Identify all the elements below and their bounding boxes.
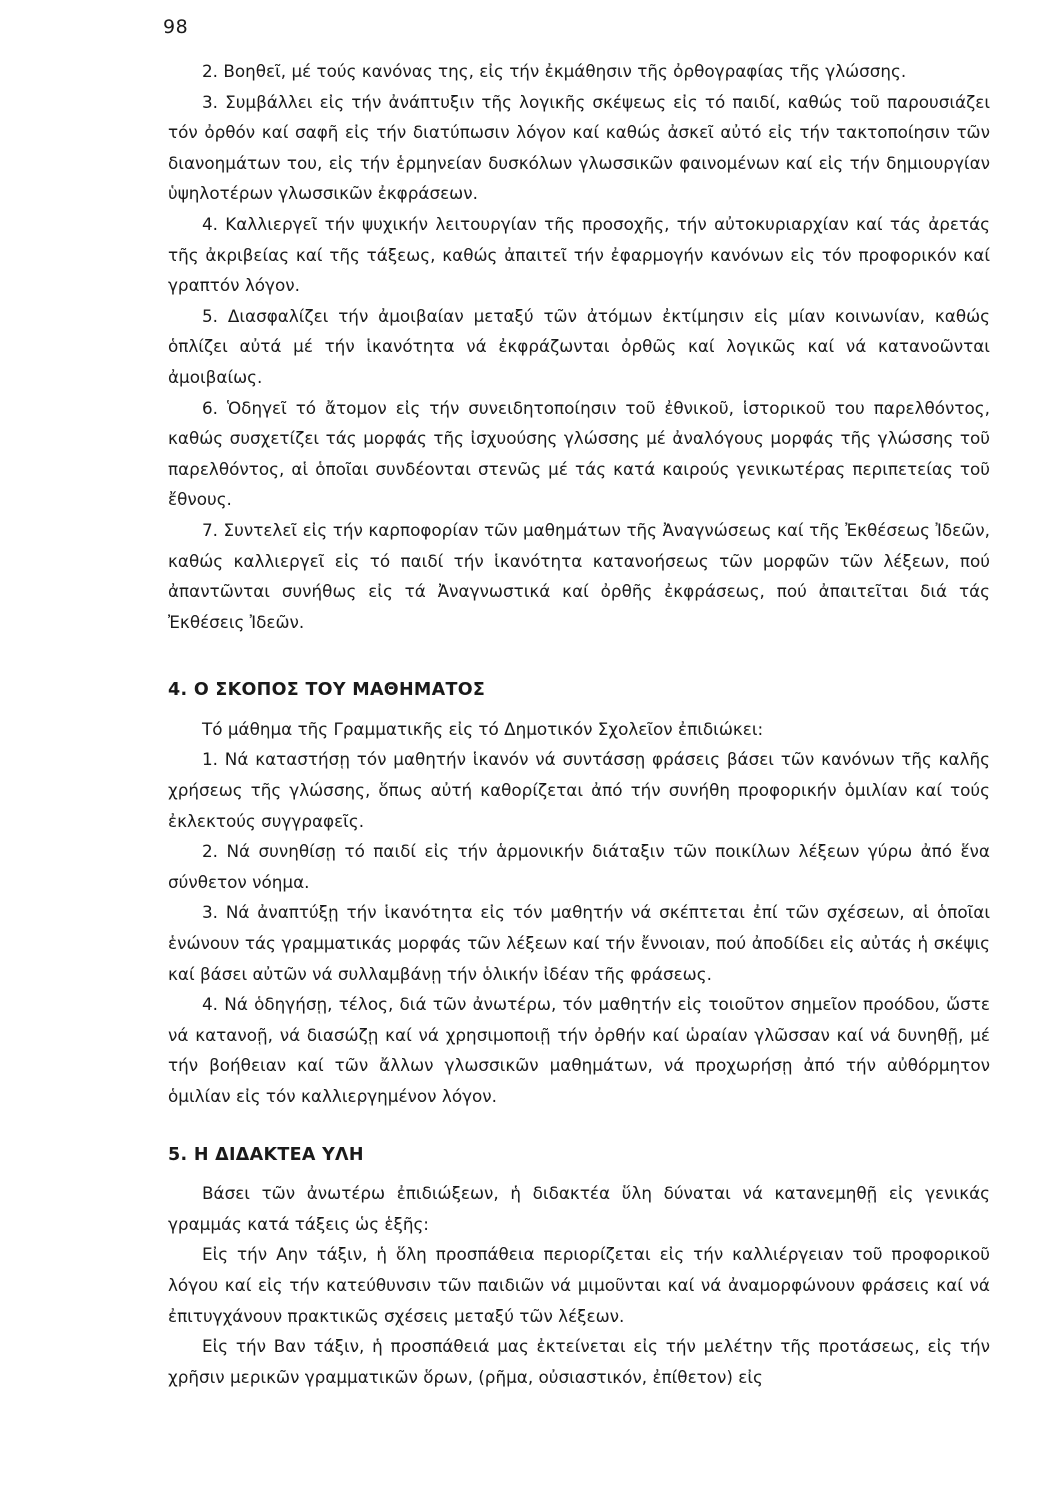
section4-item-1: 1. Νά καταστήσῃ τόν μαθητήν ἱκανόν νά συντάσσῃ φράσεις βάσει τῶν κανόνων τῆς καλῆς χρήσεως τῆς γλώσσης, ὅπως αὐτή καθορίζεται ἀπό τήν συνήθη προφορικήν ὁμιλίαν καί τούς ἐκλεκτούς συγγραφεῖς. bbox=[168, 749, 990, 831]
section5-paragraph: Εἰς τήν Αην τάξιν, ἡ ὅλη προσπάθεια περιορίζεται εἰς τήν καλλιέργειαν τοῦ προφορικοῦ λόγου καί εἰς τήν κατεύθυνσιν τῶν παιδιῶν νά μιμοῦνται καί νά ἀναμορφώνουν φράσεις καί νά ἐπιτυγχάνουν πρακτικῶς σχέσεις μεταξύ τῶν λέξεων. bbox=[168, 1244, 990, 1326]
section5-paragraph: Βάσει τῶν ἀνωτέρω ἐπιδιώξεων, ἡ διδακτέα ὕλη δύναται νά κατανεμηθῇ εἰς γενικάς γραμμάς κατά τάξεις ὡς ἑξῆς: bbox=[168, 1183, 990, 1234]
section4-heading: 4. Ο ΣΚΟΠΟΣ ΤΟΥ ΜΑΘΗΜΑΤΟΣ bbox=[168, 680, 486, 701]
section3-item-5: 5. Διασφαλίζει τήν ἀμοιβαίαν μεταξύ τῶν ἀτόμων ἐκτίμησιν εἰς μίαν κοινωνίαν, καθώς ὁπλίζει αὐτά μέ τήν ἱκανότητα νά ἐκφράζωνται ὀρθῶς καί λογικῶς καί νά κατανοῶνται ἀμοιβαίως. bbox=[168, 305, 990, 387]
section5-heading: 5. Η ΔΙΔΑΚΤΕΑ ΥΛΗ bbox=[168, 1144, 364, 1165]
page-body bbox=[168, 56, 990, 1392]
section3-item-4: 4. Καλλιεργεῖ τήν ψυχικήν λειτουργίαν τῆς προσοχῆς, τήν αὐτοκυριαρχίαν καί τάς ἀρετάς τῆς ἀκριβείας καί τῆς τάξεως, καθώς ἀπαιτεῖ τήν ἐφαρμογήν κανόνων εἰς τόν προφορικόν καί γραπτόν λόγον. bbox=[168, 213, 990, 296]
section5-paragraph: Εἰς τήν Βαν τάξιν, ἡ προσπάθειά μας ἐκτείνεται εἰς τήν μελέτην τῆς προτάσεως, εἰς τήν χρῆσιν μερικῶν γραμματικῶν ὅρων, (ρῆμα, οὐσιαστικόν, ἐπίθετον) εἰς bbox=[168, 1336, 990, 1387]
page-number: 98 bbox=[163, 16, 189, 38]
section4-item-3: 3. Νά ἀναπτύξῃ τήν ἱκανότητα εἰς τόν μαθητήν νά σκέπτεται ἐπί τῶν σχέσεων, αἱ ὁποῖαι ἑνώνουν τάς γραμματικάς μορφάς τῶν λέξεων καί τήν ἔννοιαν, πού ἀποδίδει εἰς αὐτάς ἡ σκέψις καί βάσει αὐτῶν νά συλλαμβάνῃ τήν ὁλικήν ἰδέαν τῆς φράσεως. bbox=[168, 902, 990, 984]
section3-item-7: 7. Συντελεῖ εἰς τήν καρποφορίαν τῶν μαθημάτων τῆς Ἀναγνώσεως καί τῆς Ἐκθέσεως Ἰδεῶν, καθώς καλλιεργεῖ εἰς τό παιδί τήν ἱκανότητα κατανοήσεως τῶν μορφῶν τῶν λέξεων, πού ἀπαντῶνται συνήθως εἰς τά Ἀναγνωστικά καί ὀρθῆς ἐκφράσεως, πού ἀπαιτεῖται διά τάς Ἐκθέσεις Ἰδεῶν. bbox=[168, 519, 990, 632]
section4-item-2: 2. Νά συνηθίσῃ τό παιδί εἰς τήν ἁρμονικήν διάταξιν τῶν ποικίλων λέξεων γύρω ἀπό ἕνα σύνθετον νόημα. bbox=[168, 841, 990, 892]
section4-intro: Τό μάθημα τῆς Γραμματικῆς εἰς τό Δημοτικόν Σχολεῖον ἐπιδιώκει: bbox=[202, 718, 764, 739]
section3-item-3: 3. Συμβάλλει εἰς τήν ἀνάπτυξιν τῆς λογικῆς σκέψεως εἰς τό παιδί, καθώς τοῦ παρουσιάζει τόν ὀρθόν καί σαφῆ εἰς τήν διατύπωσιν λόγον καί καθώς ἀσκεῖ αὐτό εἰς τήν τακτοποίησιν τῶν διανοημάτων του, εἰς τήν ἑρμηνείαν δυσκόλων γλωσσικῶν φαινομένων καί εἰς τήν δημιουργίαν ὑψηλοτέρων γλωσσικῶν ἐκφράσεων. bbox=[168, 91, 990, 204]
section3-item-2: 2. Βοηθεῖ, μέ τούς κανόνας της, εἰς τήν ἐκμάθησιν τῆς ὀρθογραφίας τῆς γλώσσης. bbox=[202, 61, 907, 81]
section4-item-4: 4. Νά ὁδηγήσῃ, τέλος, διά τῶν ἀνωτέρω, τόν μαθητήν εἰς τοιοῦτον σημεῖον προόδου, ὥστε νά κατανοῇ, νά διασώζῃ καί νά χρησιμοποιῇ τήν ὀρθήν καί ὡραίαν γλῶσσαν καί νά δυνηθῇ, μέ τήν βοήθειαν καί τῶν ἄλλων γλωσσικῶν μαθημάτων, νά προχωρήσῃ ἀπό τήν αὐθόρμητον ὁμιλίαν εἰς τόν καλλιεργημένον λόγον. bbox=[168, 994, 990, 1106]
section3-item-6: 6. Ὁδηγεῖ τό ἄτομον εἰς τήν συνειδητοποίησιν τοῦ ἐθνικοῦ, ἱστορικοῦ του παρελθόντος, καθώς συσχετίζει τάς μορφάς τῆς ἰσχυούσης γλώσσης μέ ἀναλόγους μορφάς τῆς γλώσσης τοῦ παρελθόντος, αἱ ὁποῖαι συνδέονται στενῶς μέ τάς κατά καιρούς γενικωτέρας περιπετείας τοῦ ἔθνους. bbox=[168, 397, 990, 510]
